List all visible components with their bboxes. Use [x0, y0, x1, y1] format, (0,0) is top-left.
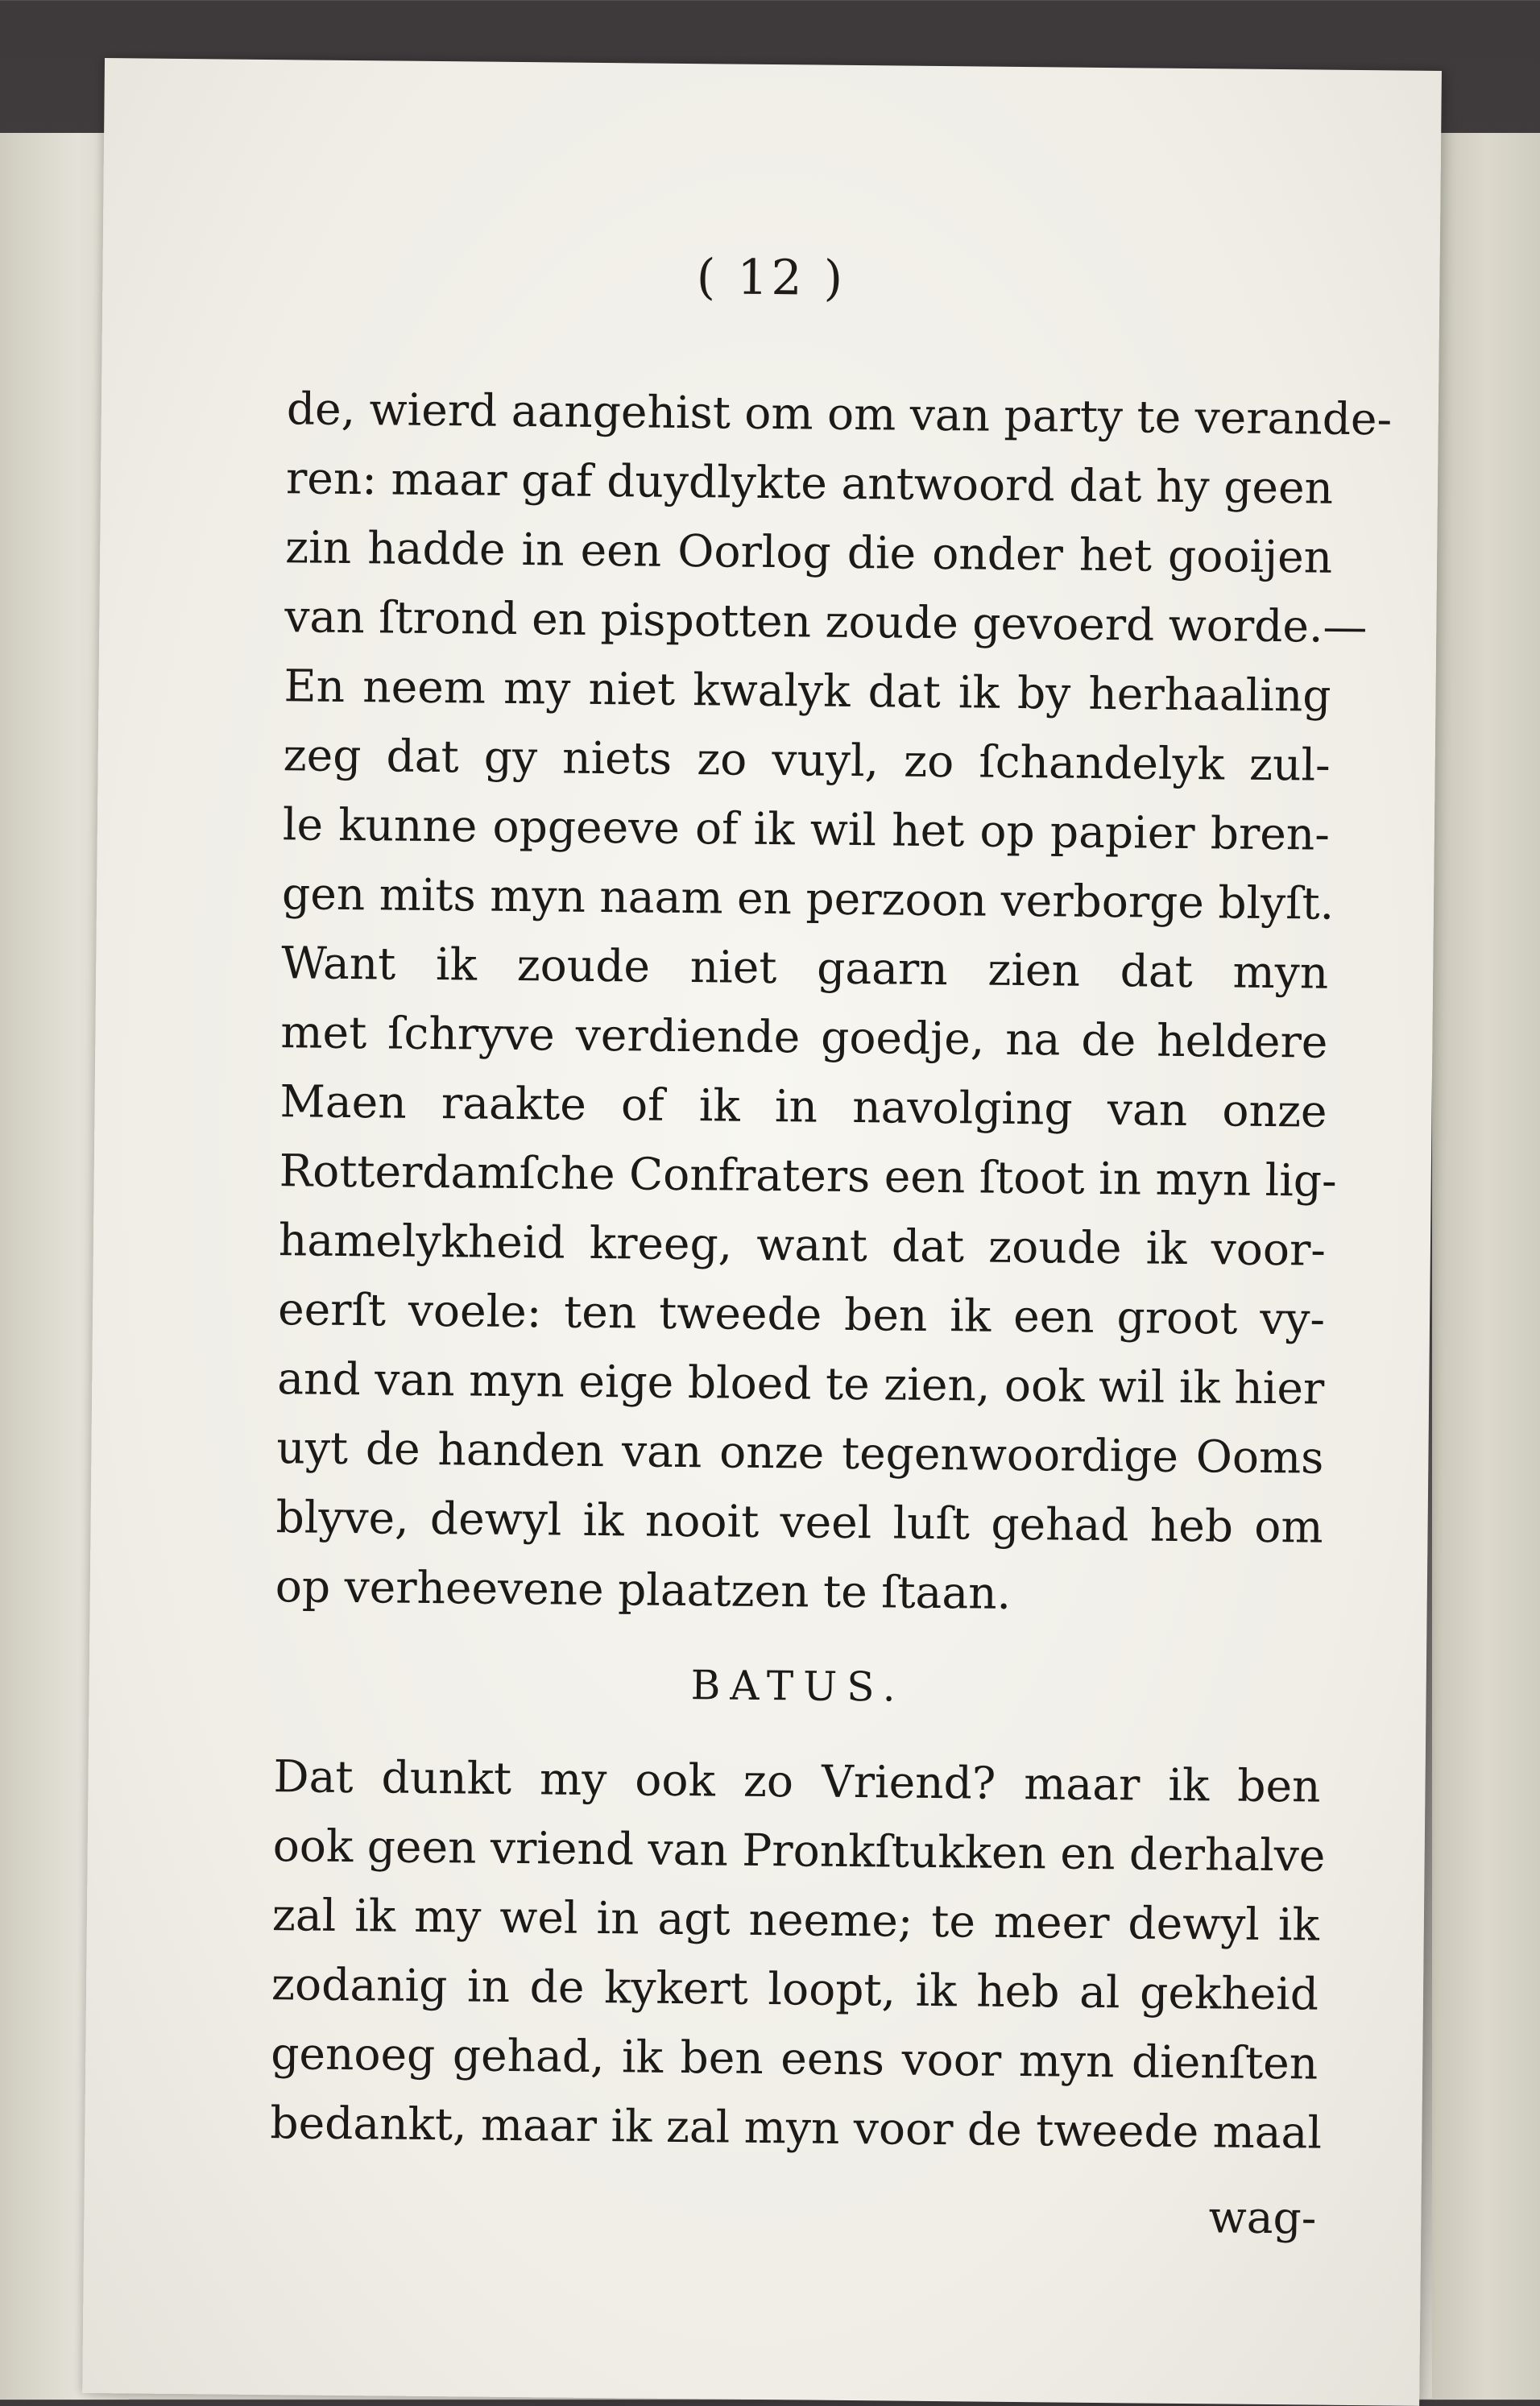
- paragraph-2: [270, 1741, 1326, 2167]
- text-line: Rotterdamſche Confraters een ſtoot in myn lig-: [279, 1145, 1337, 1207]
- text-line: zodanig in de kykert loopt, ik heb al gekheid: [271, 1958, 1319, 2020]
- text-line: genoeg gehad, ik ben eens voor myn dienſten: [270, 2027, 1319, 2089]
- text-line: zal ik my wel in agt neeme; te meer dewyl ik: [271, 1889, 1320, 1951]
- page-text: [269, 374, 1393, 2252]
- next-page-edge: [1432, 133, 1540, 2400]
- text-line: Want ik zoude niet gaarn zien dat myn: [280, 937, 1329, 999]
- speaker-heading: BATUS.: [690, 1662, 905, 1711]
- text-line: En neem my niet kwalyk dat ik by herhaaling: [284, 660, 1331, 722]
- text-line: Maen raakte of ik in navolging van onze: [279, 1075, 1327, 1137]
- text-line: zeg dat gy niets zo vuyl, zo ſchandelyk zul-: [283, 729, 1331, 791]
- text-line: op verheevene plaatzen te ſtaan.: [275, 1560, 1012, 1619]
- text-line: met ſchryve verdiende goedje, na de heldere: [280, 1006, 1328, 1068]
- page-number: ( 12 ): [696, 249, 847, 307]
- text-line: hamelykheid kreeg, want dat zoude ik voor-: [278, 1214, 1327, 1276]
- paragraph-1: [275, 374, 1393, 1630]
- text-line: ren: maar gaf duydlykte antwoord dat hy geen: [285, 452, 1334, 514]
- text-line: Dat dunkt my ook zo Vriend? maar ik ben: [273, 1750, 1321, 1812]
- text-line: de, wierd aangehist om om van party te verande-: [286, 383, 1393, 445]
- text-line: ook geen vriend van Pronkſtukken en derhalve: [272, 1820, 1326, 1882]
- catchword: wag-: [1208, 2191, 1317, 2244]
- text-line: eerſt voele: ten tweede ben ik een groot vy-: [277, 1283, 1326, 1345]
- text-line: zin hadde in een Oorlog die onder het gooijen: [284, 521, 1333, 583]
- text-line: bedankt, maar ik zal myn voor de tweede maal: [270, 2097, 1323, 2159]
- text-line: uyt de handen van onze tegenwoordige Ooms: [276, 1422, 1324, 1484]
- text-line: le kunne opgeeve of ik wil het op papier bren-: [282, 798, 1331, 860]
- text-line: and van myn eige bloed te zien, ook wil ik hier: [277, 1352, 1325, 1414]
- book-page: [82, 58, 1442, 2406]
- text-line: gen mits myn naam en perzoon verborge blyſt.: [281, 868, 1335, 930]
- text-line: van ſtrond en pispotten zoude gevoerd worde.—: [284, 590, 1368, 653]
- text-line: blyve, dewyl ik nooit veel luſt gehad heb om: [275, 1491, 1323, 1553]
